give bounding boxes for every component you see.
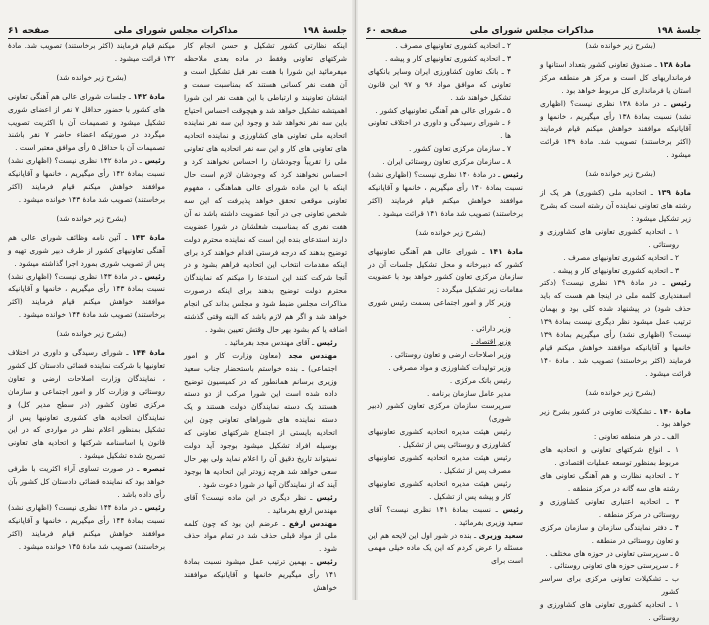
- paragraph-text: ـ بنده در شور اول این لایحه هم این مسئله را عرض کردم که این یک ماده خیلی مهمی است برای: [368, 530, 523, 566]
- article-paragraph: [8, 347, 175, 463]
- list-item-text: وزیر کار و امور اجتماعی بسمت رئیس شوری .: [368, 298, 511, 321]
- speaker-name: مهندس مجد: [288, 350, 337, 360]
- list-item-text: ۱ ـ انواع شرکتهای تعاونی و اتحادیه های مربوط بمنظور توسعه عملیات اقتصادی .: [540, 445, 679, 468]
- list-item-text: ۴ ـ بانک تعاون کشاورزی ایران وسایر بانکهای تعاونی که موافق مواد ۹۶ و ۹۷ این قانون تشکیل خواهند شد .: [368, 66, 511, 102]
- reading-note: (بشرح زیر خوانده شد): [415, 227, 486, 237]
- article-label: تبصره: [142, 464, 165, 474]
- speaker-name: رئیس: [670, 98, 692, 108]
- paragraph-text: ـ در مادهٔ ۱۳۹ نظری نیست؟ (دکتر اسفندیاری کلمه ملی در اینجا هم هست که باید حذف شود) در پیشنهاد شده کلی بود و بهمان ترتیب عمل میشود نظر دیگری نیست بمادهٔ ۱۳۹ نیست؟ (اظهاری نشد) رأی میگیریم بمادهٔ ۱۳۹ خانمها و آقایانیکه موافقند خواهش میکنم قیام فرمایند (اکثر برخاستند) تصویب شد . مادهٔ ۱۴۰ قرائت میشود .: [540, 278, 691, 378]
- article-label: مادهٔ ۱۴۳: [131, 232, 165, 242]
- list-item: [368, 156, 533, 169]
- list-item: [368, 117, 533, 143]
- paragraph-text: ـ شورای رسیدگی و داوری در اختلاف تعاونیها با شرکت نماینده قضائی دادستان کل کشور ، نمایندگان وزارت اصلاحات ارضی و تعاون روستائی و وزارت کار و امور اجتماعی و سازمان مرکزی تعاون کشور (در سطح مدیر کل) و نمایندگان اتحادیه های کشوری تعاونیها پس از تشکیل بمنظور اعلام نظر در مواردی که در این قانون یا اساسنامه شرکتها و اتحادیه های تعاونی تصریح شده تشکیل میشود .: [8, 348, 165, 461]
- speaker-name: رئیس: [144, 271, 165, 281]
- list-item: [368, 375, 533, 388]
- list-item-text: ۳ ـ اتحادیه کشوری تعاونیهای کار و پیشه .: [385, 53, 511, 63]
- reading-note: (بشرح زیر خوانده شد): [585, 41, 656, 50]
- speaker-paragraph: [8, 502, 175, 554]
- article-label: مادهٔ ۱۳۹: [657, 188, 691, 198]
- list-item-text: ۷ ـ سازمان مرکزی تعاون کشور .: [408, 144, 511, 154]
- paragraph-text: ـ تشکیلات تعاونی در کشور بشرح زیر خواهد بود .: [540, 406, 691, 429]
- list-item: [368, 478, 533, 504]
- list-item-text: ۵ ـ سرپرستی تعاونی در حوزه های مختلف .: [545, 548, 679, 558]
- list-item: [540, 496, 701, 522]
- page-number: صفحه ۶۱: [8, 26, 50, 36]
- paragraph-text: ـ صندوق تعاونی کشور بتعداد استانها و فرمانداریهای کل است و مرکز هر منطقه مرکز استان یا فرمانداری کل مربوط خواهد بود .: [540, 59, 691, 95]
- list-item-text: ۳ ـ اتحادیه اعتباری تعاونی کشاورزی و روستائی در مرکز منطقه .: [540, 496, 679, 519]
- paragraph-text: ـ شورای عالی هم آهنگی تعاونیهای کشور که دبیرخانه و محل تشکیل جلسات آن در سازمان مرکزی تعاون کشور خواهد بود با عضویت مقامات زیر تشکیل میگردد :: [368, 246, 523, 295]
- article-label: مادهٔ ۱۴۱: [489, 246, 523, 256]
- body-paragraph: میکنم قیام فرمایند (اکثر برخاستند) تصویب شد. مادهٔ ۱۴۲ قرائت میشود .: [8, 41, 175, 63]
- publication-title: مذاکرات مجلس شورای ملی: [469, 26, 594, 36]
- list-item-text: ۱ ـ اتحادیه کشوری تعاونی های کشاورزی و روستائی .: [540, 600, 679, 623]
- paragraph-text: (معاون وزارت کار و امور اجتماعی) ـ بنده خواستم باستحضار جناب سعید وزیری برسانم همانطور که در کمیسیون توضیح داده شده است این شورا مرکب از دو دسته هستند یک دسته نمایندگان دولت هستند و یک دسته نماینده های شوراهای تعاونی چون این اتحادیه بایستی از اجتماع شرکتهای تعاونی که بوسیله افراد تشکیل میشود بوجود آید دولت نمیتواند تاریخ دقیق آن را اعلام نماید ولی بهر حال سعی خواهد شد هرچه زودتر این اتحادیه ها بوجود آیند که از نمایندگان آنها در شورا دعوت شود .: [184, 350, 337, 489]
- list-item-text: رئیس هیئت مدیره اتحادیه کشوری تعاونیهای کشاورزی و روستائی پس از تشکیل .: [368, 427, 511, 450]
- text-column-right: [184, 40, 347, 592]
- list-item: [368, 66, 533, 105]
- speaker-name: رئیس: [144, 156, 165, 166]
- paragraph-text: ـ در مادهٔ ۱۴۲ نظری نیست؟ (اظهاری نشد) نسبت بمادهٔ ۱۴۲ رأی میگیریم ، خانمها و آقایانیکه موافقند خواهش میکنم قیام فرمایند (اکثر برخاستند) تصویب شد مادهٔ ۱۴۳ خوانده میشود .: [8, 156, 165, 204]
- article-paragraph: [8, 463, 175, 502]
- paragraph-text: ـ آئین نامه وظائف شورای عالی هم آهنگی تعاونیهای کشور از طرف دبیر شوری تهیه و پس از تصویب شوری بمورد اجرا گذاشته میشود .: [8, 232, 165, 268]
- list-item-text: وزیر دارائی .: [471, 324, 511, 334]
- text-column-right: [540, 40, 701, 623]
- list-item-text: سرپرست سازمان مرکزی تعاون کشور (دبیر شوری): [368, 401, 511, 424]
- speaker-name: مهندس ارفع: [289, 518, 337, 528]
- article-paragraph: [540, 406, 701, 432]
- list-item-text: وزیر اصلاحات ارضی و تعاون روستائی .: [390, 349, 511, 359]
- reading-note: (بشرح زیر خوانده شد): [585, 169, 656, 179]
- reading-note: (بشرح زیر خوانده شد): [585, 387, 656, 397]
- list-item: [540, 522, 701, 548]
- list-item-text: ۱ ـ اتحادیه کشوری تعاونی های کشاورزی و روستائی .: [540, 226, 679, 249]
- speaker-paragraph: [368, 504, 533, 530]
- list-item-text: ۴ ـ دفتر نمایندگی سازمان و سازمان مرکزی و تعاون روستائی در منطقه .: [540, 522, 679, 545]
- list-item: [540, 252, 701, 265]
- list-item: [540, 560, 701, 573]
- body-paragraph: اینکه نظارتی کشور تشکیل و حسن انجام کار شرکتهای تعاونی وفقط در ماده بعدی ملاحظه میفرمائید این شورا با هفت نفر قبل تشکیل است و آن هفت نفر کسانی هستند که بمناسبت سمت و ابتشان تعاونیند و ارتباطی با این هفت نفر این شورا اهمیتشه تشکیل خواهد شد و هیچوقت احساس احتیاج باین سه نفر نخواهد شد و وجود این سه نفر نماینده اتحادیه ملی تعاونی های کشاورزی و نماینده اتحادیه های تعاونی های کار و این سه نفر اتحادیه های تعاونی ملی زا تقریباً وجودشان را احساس نخواهند کرد و احساس نخواهند کرد که وجودشان لازم است حال اینکه با این ماده شورای عالی هماهنگی ، مفهوم تعاونی موقعی تحقق خواهد پذیرفت که این سه شخص تعاونی جی در آنجا عضویت داشته باشد نه آن هفت نفری که بمناسبت شغلشان در شورا عضویت دارند استدعای بنده این است که نماینده محترم دولت توضیح بدهند که درجه فرستی اقدام خواهند کرد برای اینکه مقدمات انتخاب این اتحادیه فراهم بشود و در آنجا شرکت کنند این استدعا را میکنم که نمایندگان محترم دولت توضیح بدهند برای اینکه درصورت مذاکرات مجلس ضبط شود و مجلس بداند کی انجام خواهد شد و اگر هم لازم باشد که البته وقتی گذشته اضافه یا کم بشود بهر حال وقتش تعیین بشود .: [184, 41, 347, 334]
- paragraph-text: ـ در مادهٔ ۱۴۳ نظری نیست؟ (اظهاری نشد) نسبت بمادهٔ ۱۴۳ رأی میگیریم ، خانمها و آقایانیکه موافقند خواهش میکنم قیام فرمایند (اکثر برخاستند) تصویب شد مادهٔ ۱۴۴ خوانده میشود .: [8, 271, 165, 320]
- reading-note: (بشرح زیر خوانده شد): [56, 72, 127, 82]
- paragraph-text: ـ در مادهٔ ۱۴۴ نظری نیست؟ (اظهاری نشد) نسبت بمادهٔ ۱۴۴ رأی میگیریم ، خانمها و آقایانیکه موافقند خواهش میکنم قیام فرمایند (اکثر برخاستند) تصویب شد مادهٔ ۱۴۵ خوانده میشود .: [8, 502, 165, 551]
- paragraph-text: ـ در مادهٔ ۱۳۸ نظری نیست؟ (اظهاری نشد) نسبت بمادهٔ ۱۳۸ رأی میگیریم ، خانمها و آقایانیکه موافقند خواهش میکنم قیام فرمایند (اکثر برخاستند) تصویب شد. مادهٔ ۱۳۹ قرائت میشود .: [540, 98, 691, 160]
- list-item: [540, 548, 701, 561]
- article-label: مادهٔ ۱۴۰: [658, 406, 691, 416]
- article-paragraph: [540, 59, 701, 98]
- publication-title: مذاکرات مجلس شورای ملی: [113, 26, 238, 36]
- speaker-paragraph: [8, 271, 175, 323]
- list-item-text: ۶ ـ شورای رسیدگی و داوری در اختلاف تعاونی ها .: [368, 118, 511, 141]
- list-item-text: ۲ ـ اتحادیه نظارت و هم آهنگی تعاونی های رشته های سه گانه در مرکز منطقه .: [540, 471, 679, 493]
- article-paragraph: [8, 232, 175, 271]
- list-item-text: ۵ ـ شورای عالی هم آهنگی تعاونیهای کشور .: [375, 105, 511, 115]
- list-item-text: ب ـ تشکیلات تعاونی مرکزی برای سراسر کشور: [540, 574, 679, 597]
- book-gutter: [352, 0, 358, 600]
- list-item: [368, 323, 533, 336]
- speaker-paragraph: [184, 518, 347, 557]
- paragraph-text: ـ نسبت بمادهٔ ۱۴۱ نظری نیست؟ آقای سعید وزیری بفرمائید .: [368, 504, 523, 527]
- paragraph-text: ـ نظر دیگری در این ماده نیست؟ آقای مهندس ارفع بفرمائید .: [184, 492, 337, 515]
- list-item: [368, 452, 533, 478]
- list-item: [540, 573, 701, 599]
- list-item: [540, 470, 701, 496]
- list-item: [540, 226, 701, 252]
- list-item-text: ۲ ـ اتحادیه کشوری تعاونیهای مصرف .: [395, 41, 511, 50]
- speaker-paragraph: [368, 169, 533, 221]
- paragraph-text: ـ در صورت تساوی آراء اکثریت با طرفی خواهد بود که نماینده قضائی دادستان کل کشور بآن رأی داده باشد .: [8, 464, 165, 499]
- speaker-name: رئیس: [316, 557, 337, 567]
- reading-note: (بشرح زیر خوانده شد): [56, 213, 127, 223]
- page-61: [0, 0, 355, 600]
- article-paragraph: [368, 246, 533, 298]
- speaker-name: رئیس: [144, 502, 165, 512]
- paragraph-text: ـ آقای مهندس مجد بفرمائید .: [224, 337, 317, 347]
- paragraph-text: ـ بهمین ترتیب عمل میشود نسبت بمادهٔ ۱۴۱ رأی میگیریم خانمها و آقایانیکه موافقند خواهش: [184, 557, 337, 593]
- speaker-name: رئیس: [316, 337, 337, 347]
- list-item: [540, 431, 701, 444]
- page-60: [355, 0, 709, 623]
- paragraph-text: ـ در مادهٔ ۱۴۰ نظری نیست؟ (اظهاری نشد) نسبت بمادهٔ ۱۴۰ رأی میگیریم ، خانمها و آقایانیکه موافقند خواهش میکنم قیام فرمایند (اکثر برخاستند) تصویب شد مادهٔ ۱۴۱ قرائت میشود .: [368, 170, 523, 218]
- text-column-left: [368, 40, 533, 592]
- list-item: [368, 349, 533, 362]
- speaker-name: رئیس: [670, 278, 692, 288]
- speaker-paragraph: [540, 277, 701, 380]
- list-item: [540, 599, 701, 625]
- running-head-right: [366, 22, 701, 39]
- list-item-text: ۶ ـ سرپرستی حوزه های تعاونی روستائی .: [549, 561, 679, 571]
- list-item-text: ۸ ـ سازمان مرکزی تعاون روستائی ایران .: [382, 157, 511, 167]
- paragraph-text: ـ اتحادیه ملی (کشوری) هر یک از رشته های تعاونی نماینده آن رشته است که بشرح زیر تشکیل میشود :: [540, 188, 691, 223]
- speaker-paragraph: [184, 556, 347, 595]
- list-item: [368, 426, 533, 452]
- list-item-text: رئیس هیئت مدیره اتحادیه کشوری تعاونیهای کار و پیشه پس از تشکیل .: [368, 478, 511, 501]
- reading-note: (بشرح زیر خوانده شد): [56, 329, 127, 339]
- list-item-text: رئیس بانک مرکزی .: [449, 375, 511, 385]
- article-paragraph: [540, 187, 701, 226]
- list-item: [368, 105, 533, 118]
- list-item: [368, 336, 533, 349]
- paragraph-text: ـ عرضم این بود که چون کلمه ملی از مواد قبلی حذف شد در تمام مواد حذف شود .: [184, 518, 337, 554]
- text-column-left: [8, 40, 175, 592]
- list-item-text: وزیر اقتصاد .: [470, 336, 511, 346]
- list-item: [368, 388, 533, 401]
- speaker-name: رئیس: [502, 504, 523, 514]
- paragraph-text: ـ جلسات شورای عالی هم آهنگی تعاونی های کشور با حضور حداقل ۷ نفر از اعضای شوری تشکیل میشود و تصمیمات آن با اکثریت تصویب میگردد در صورتیکه اعضاء حاضر ۷ نفر باشند تصمیمات آن با حداقل ۵ رأی موافق معتبر است .: [8, 91, 165, 153]
- speaker-name: رئیس: [502, 170, 523, 180]
- speaker-name: سعید وزیری: [478, 530, 523, 540]
- list-item: [368, 297, 533, 323]
- list-item: [540, 265, 701, 278]
- speaker-paragraph: [184, 337, 347, 350]
- page-number: صفحه ۶۰: [366, 26, 408, 36]
- list-item-text: مدیر عامل سازمان برنامه .: [427, 388, 511, 398]
- article-paragraph: [8, 91, 175, 156]
- speaker-paragraph: [368, 530, 533, 569]
- article-label: مادهٔ ۱۴۴: [132, 348, 165, 358]
- list-item: [368, 143, 533, 156]
- speaker-paragraph: [540, 98, 701, 163]
- session-number: جلسهٔ ۱۹۸: [656, 26, 701, 36]
- list-item: [540, 444, 701, 470]
- session-number: جلسهٔ ۱۹۸: [302, 26, 347, 36]
- list-item-text: وزیر تولیدات کشاورزی و مواد مصرفی .: [388, 362, 511, 372]
- speaker-paragraph: [8, 155, 175, 207]
- list-item: [368, 53, 533, 66]
- list-item-text: الف ـ در هر منطقه تعاونی :: [593, 432, 679, 442]
- article-label: مادهٔ ۱۴۲: [133, 91, 165, 101]
- speaker-paragraph: [184, 492, 347, 518]
- speaker-name: رئیس: [316, 492, 337, 502]
- running-head-left: [8, 22, 347, 39]
- list-item-text: ۲ ـ اتحادیه کشوری تعاونیهای مصرف .: [563, 252, 679, 262]
- list-item: [368, 362, 533, 375]
- list-item-text: ۳ ـ اتحادیه کشوری تعاونیهای کار و پیشه .: [553, 265, 679, 275]
- list-item: [368, 40, 533, 53]
- list-item-text: رئیس هیئت مدیره اتحادیه کشوری تعاونیهای مصرف پس از تشکیل .: [368, 453, 511, 475]
- speaker-paragraph: [184, 350, 347, 492]
- article-label: مادهٔ ۱۳۸: [659, 59, 691, 69]
- list-item: [368, 400, 533, 426]
